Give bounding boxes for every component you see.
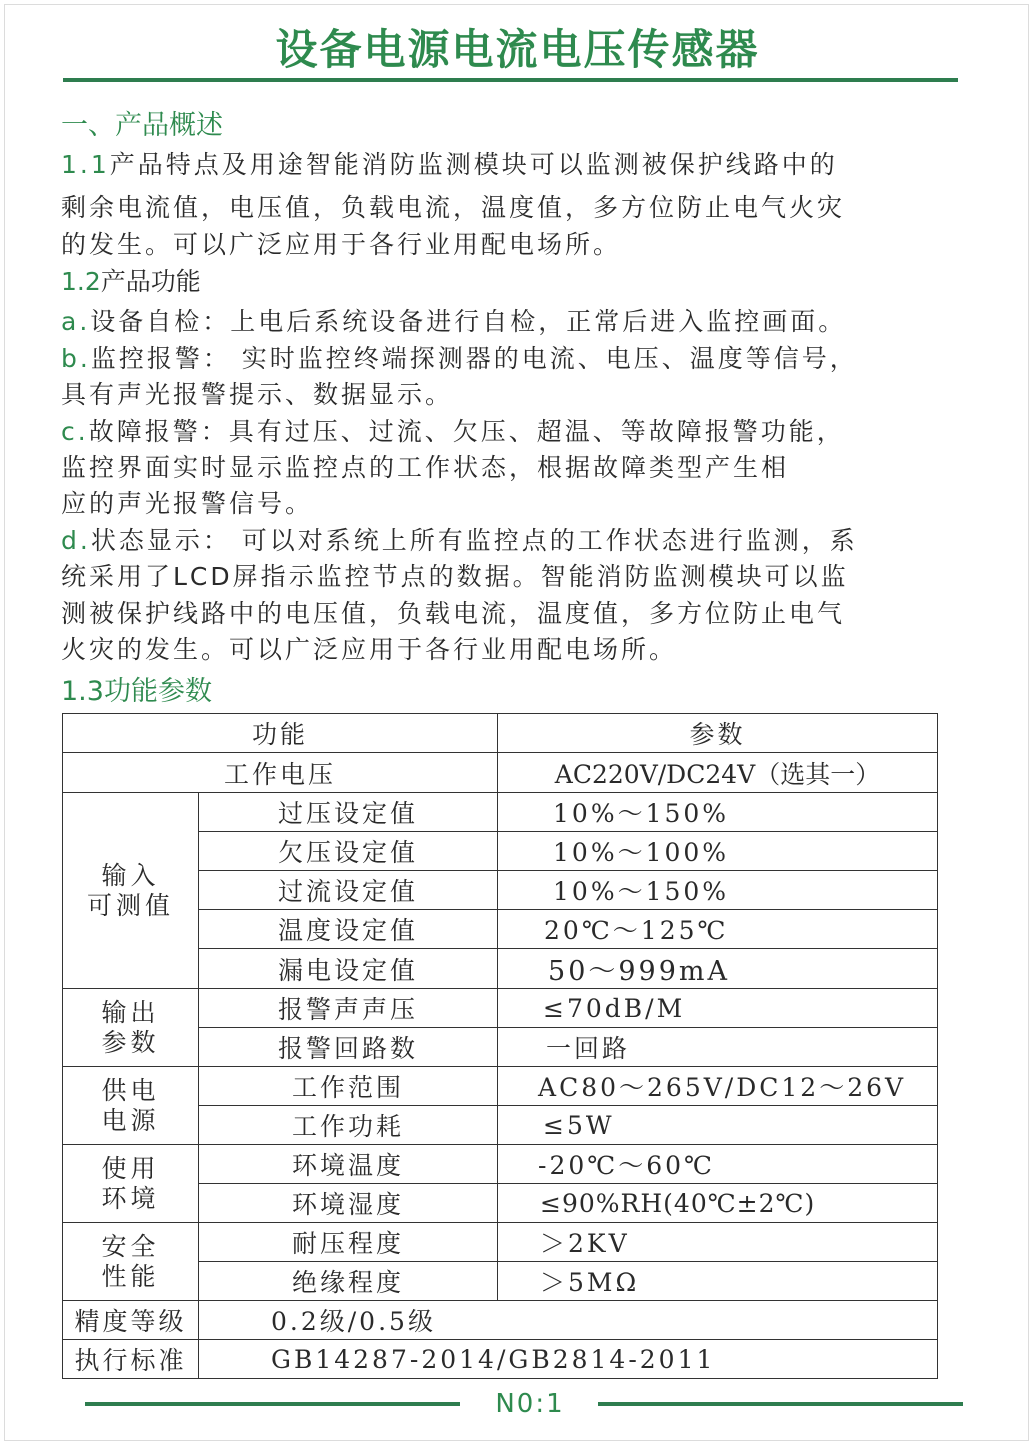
row-label: 工作范围 — [199, 1067, 498, 1106]
paragraph-1-1-line-1: 1.1产品特点及用途智能消防监测模块可以监测被保护线路中的 — [61, 150, 838, 179]
header-parameter: 参数 — [498, 714, 938, 753]
row-value-accuracy: 0.2级/0.5级 — [199, 1301, 938, 1340]
page-number: N0:1 — [495, 1389, 565, 1419]
group-label-text: 使用 环境 — [101, 1153, 160, 1213]
row-label: 环境温度 — [199, 1145, 498, 1184]
section-heading-parameters: 1.3功能参数 — [61, 676, 212, 707]
table-row — [63, 1340, 938, 1379]
row-value: 10%～150% — [498, 871, 938, 910]
row-label: 工作功耗 — [199, 1106, 498, 1145]
row-value: 10%～150% — [498, 793, 938, 832]
function-item-b-line-2: 具有声光报警提示、数据显示。 — [61, 380, 454, 409]
section-heading-overview: 一、产品概述 — [61, 110, 223, 141]
row-value-standard: GB14287-2014/GB2814-2011 — [199, 1340, 938, 1379]
row-label: 温度设定值 — [199, 910, 498, 949]
table-row — [63, 989, 938, 1028]
row-label: 报警声声压 — [199, 989, 498, 1028]
paragraph-1-1-line-3: 的发生。可以广泛应用于各行业用配电场所。 — [61, 230, 622, 259]
section-number: 1.1 — [61, 150, 110, 179]
function-item-c-line-2: 监控界面实时显示监控点的工作状态，根据故障类型产生相 — [61, 453, 790, 482]
row-value-working-voltage: AC220V/DC24V（选其一） — [498, 753, 938, 793]
table-row — [63, 1301, 938, 1340]
row-value: 20℃～125℃ — [498, 910, 938, 949]
row-label: 欠压设定值 — [199, 832, 498, 871]
row-label: 环境湿度 — [199, 1184, 498, 1223]
group-label-text: 输入 可测值 — [86, 860, 174, 920]
parameter-table — [62, 713, 938, 1379]
function-item-b: b.监控报警： 实时监控终端探测器的电流、电压、温度等信号， — [61, 344, 858, 373]
function-item-c-line-3: 应的声光报警信号。 — [61, 489, 314, 518]
page-title: 设备电源电流电压传感器 — [275, 25, 760, 74]
function-item-d-line-2: 统采用了LCD屏指示监控节点的数据。智能消防监测模块可以监 — [61, 562, 849, 591]
row-value: ≤90%RH(40℃±2℃) — [498, 1184, 938, 1223]
row-label: 过压设定值 — [199, 793, 498, 832]
function-item-d: d.状态显示： 可以对系统上所有监控点的工作状态进行监测，系 — [61, 526, 858, 555]
row-value: ≤70dB/M — [498, 989, 938, 1028]
row-label-accuracy: 精度等级 — [63, 1301, 199, 1340]
group-label-text: 安全 性能 — [101, 1231, 160, 1291]
table-row — [63, 1145, 938, 1184]
row-label: 绝缘程度 — [199, 1262, 498, 1301]
header-function: 功能 — [63, 714, 498, 753]
group-label-power — [63, 1067, 199, 1145]
row-label: 报警回路数 — [199, 1028, 498, 1067]
row-value: ＞2KV — [498, 1223, 938, 1262]
row-value: AC80～265V/DC12～26V — [498, 1067, 938, 1106]
table-header-row — [63, 714, 938, 753]
subsection-heading-functions: 1.2产品功能 — [61, 267, 201, 296]
table-row — [63, 1067, 938, 1106]
row-value: ＞5MΩ — [498, 1262, 938, 1301]
table-row — [63, 1223, 938, 1262]
row-label: 过流设定值 — [199, 871, 498, 910]
row-value: 50～999mA — [498, 949, 938, 989]
paragraph-1-1-line-2: 剩余电流值，电压值，负载电流，温度值，多方位防止电气火灾 — [61, 193, 846, 222]
function-item-d-line-4: 火灾的发生。可以广泛应用于各行业用配电场所。 — [61, 635, 678, 664]
row-value: 10%～100% — [498, 832, 938, 871]
group-label-input — [63, 793, 199, 989]
group-label-environment — [63, 1145, 199, 1223]
group-label-text: 供电 电源 — [101, 1075, 160, 1135]
row-value: -20℃～60℃ — [498, 1145, 938, 1184]
footer-divider-left — [85, 1402, 460, 1406]
row-value: 一回路 — [498, 1028, 938, 1067]
function-item-d-line-3: 测被保护线路中的电压值，负载电流，温度值，多方位防止电气 — [61, 599, 846, 628]
function-item-a: a.设备自检：上电后系统设备进行自检，正常后进入监控画面。 — [61, 307, 847, 336]
table-row — [63, 753, 938, 793]
row-label: 漏电设定值 — [199, 949, 498, 989]
row-value: ≤5W — [498, 1106, 938, 1145]
group-label-safety — [63, 1223, 199, 1301]
table-row — [63, 793, 938, 832]
row-label: 耐压程度 — [199, 1223, 498, 1262]
row-label-standard: 执行标准 — [63, 1340, 199, 1379]
group-label-text: 输出 参数 — [101, 997, 160, 1057]
row-label-working-voltage: 工作电压 — [63, 753, 498, 793]
title-divider — [63, 78, 958, 82]
function-item-c: c.故障报警：具有过压、过流、欠压、超温、等故障报警功能， — [61, 417, 845, 446]
footer-divider-right — [598, 1402, 963, 1406]
group-label-output — [63, 989, 199, 1067]
